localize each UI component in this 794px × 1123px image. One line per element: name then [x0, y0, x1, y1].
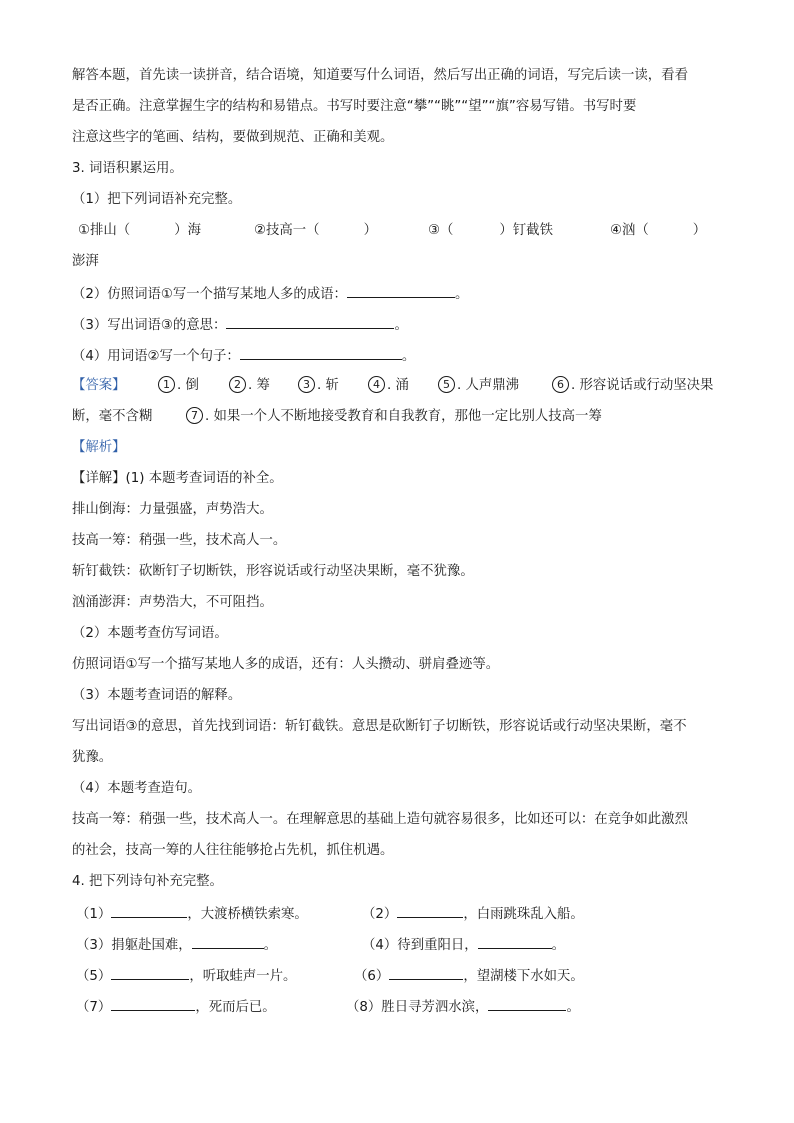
- answer-blank[interactable]: [478, 934, 552, 949]
- circle-number-icon: 2: [229, 376, 246, 393]
- q4-item-1: （1） ，大渡桥横铁索寒。: [76, 903, 308, 925]
- q3-sub4: （4）用词语②写一个句子： 。: [72, 345, 415, 367]
- answer-blank[interactable]: [240, 345, 402, 360]
- answer-2: 2 . 筹: [229, 376, 270, 396]
- answer-blank[interactable]: [488, 996, 566, 1011]
- circle-number-icon: 3: [298, 376, 315, 393]
- q4-item-5: （5） ，听取蛙声一片。: [76, 965, 296, 987]
- analysis-line: 的社会，技高一筹的人往往能够抢占先机，抓住机遇。: [72, 843, 394, 858]
- intro-line-1: 解答本题，首先读一读拼音，结合语境，知道要写什么词语，然后写出正确的词语，写完后读一读，看看: [72, 68, 688, 83]
- analysis-line: （2）本题考查仿写词语。: [72, 626, 228, 641]
- analysis-line: 斩钉截铁：砍断钉子切断铁，形容说话或行动坚决果断，毫不犹豫。: [72, 564, 474, 579]
- q4-item-8: （8）胜日寻芳泗水滨， 。: [346, 996, 580, 1018]
- q3-sub1: （1）把下列词语补充完整。: [72, 192, 242, 207]
- q4-title: 4. 把下列诗句补充完整。: [72, 874, 223, 889]
- answer-5: 5 . 人声鼎沸: [438, 376, 519, 396]
- answer-blank[interactable]: [111, 903, 187, 918]
- q3-item-b: ②技高一（ ）: [254, 223, 377, 238]
- analysis-line: 仿照词语①写一个描写某地人多的成语，还有：人头攒动、骈肩叠迹等。: [72, 657, 500, 672]
- answer-blank[interactable]: [226, 314, 394, 329]
- answer-blank[interactable]: [397, 903, 463, 918]
- answer-4: 4 . 涌: [368, 376, 409, 396]
- analysis-line: 犹豫。: [72, 750, 113, 765]
- answer-blank[interactable]: [111, 965, 189, 980]
- analysis-line: 写出词语③的意思，首先找到词语：斩钉截铁。意思是砍断钉子切断铁，形容说话或行动坚决果断，毫不: [72, 719, 687, 734]
- answer-blank[interactable]: [111, 996, 195, 1011]
- circle-number-icon: 1: [158, 376, 175, 393]
- intro-line-3: 注意这些字的笔画、结构，要做到规范、正确和美观。: [72, 130, 394, 145]
- q4-item-7: （7） ，死而后已。: [76, 996, 276, 1018]
- analysis-line: （3）本题考查词语的解释。: [72, 688, 242, 703]
- analysis-line: （4）本题考查造句。: [72, 781, 202, 796]
- circle-number-icon: 6: [552, 376, 569, 393]
- analysis-line: 技高一筹：稍强一些，技术高人一。在理解意思的基础上造句就容易很多，比如还可以：在竞争如此激烈: [72, 812, 688, 827]
- q4-item-6: （6） ，望湖楼下水如天。: [354, 965, 584, 987]
- circle-number-icon: 7: [186, 407, 203, 424]
- circle-number-icon: 4: [368, 376, 385, 393]
- circle-number-icon: 5: [438, 376, 455, 393]
- answer-tag: 【答案】: [72, 378, 126, 393]
- analysis-line: 排山倒海：力量强盛，声势浩大。: [72, 502, 273, 517]
- answer-blank[interactable]: [192, 934, 264, 949]
- q3-sub2: （2）仿照词语①写一个描写某地人多的成语： 。: [72, 283, 468, 305]
- q3-item-d: ④汹（ ）: [610, 223, 707, 238]
- q3-item-a: ①排山（ ）海: [78, 223, 201, 238]
- answer-7: 7 . 如果一个人不断地接受教育和自我教育，那他一定比别人技高一筹: [186, 407, 602, 427]
- answer-6: 6 . 形容说话或行动坚决果: [552, 376, 713, 396]
- analysis-line: 技高一筹：稍强一些，技术高人一。: [72, 533, 287, 548]
- q3-title: 3. 词语积累运用。: [72, 161, 183, 176]
- q3-sub3: （3）写出词语③的意思： 。: [72, 314, 408, 336]
- answer-blank[interactable]: [347, 283, 455, 298]
- answer-6-cont: 断，毫不含糊: [72, 409, 153, 424]
- answer-blank[interactable]: [389, 965, 463, 980]
- q3-item-c: ③（ ）钉截铁: [428, 223, 553, 238]
- analysis-line: 【详解】(1) 本题考查词语的补全。: [72, 471, 283, 486]
- answer-3: 3 . 斩: [298, 376, 339, 396]
- answer-1: 1 . 倒: [158, 376, 199, 396]
- q4-item-2: （2） ，白雨跳珠乱入船。: [362, 903, 584, 925]
- q3-item-d-cont: 澎湃: [72, 254, 99, 269]
- analysis-line: 汹涌澎湃：声势浩大，不可阻挡。: [72, 595, 273, 610]
- q4-item-3: （3）捐躯赴国难， 。: [76, 934, 277, 956]
- analysis-tag: 【解析】: [72, 440, 126, 455]
- q4-item-4: （4）待到重阳日， 。: [362, 934, 565, 956]
- intro-line-2: 是否正确。注意掌握生字的结构和易错点。书写时要注意“攀”“眺”“望”“旗”容易写错。书写时要: [72, 99, 637, 114]
